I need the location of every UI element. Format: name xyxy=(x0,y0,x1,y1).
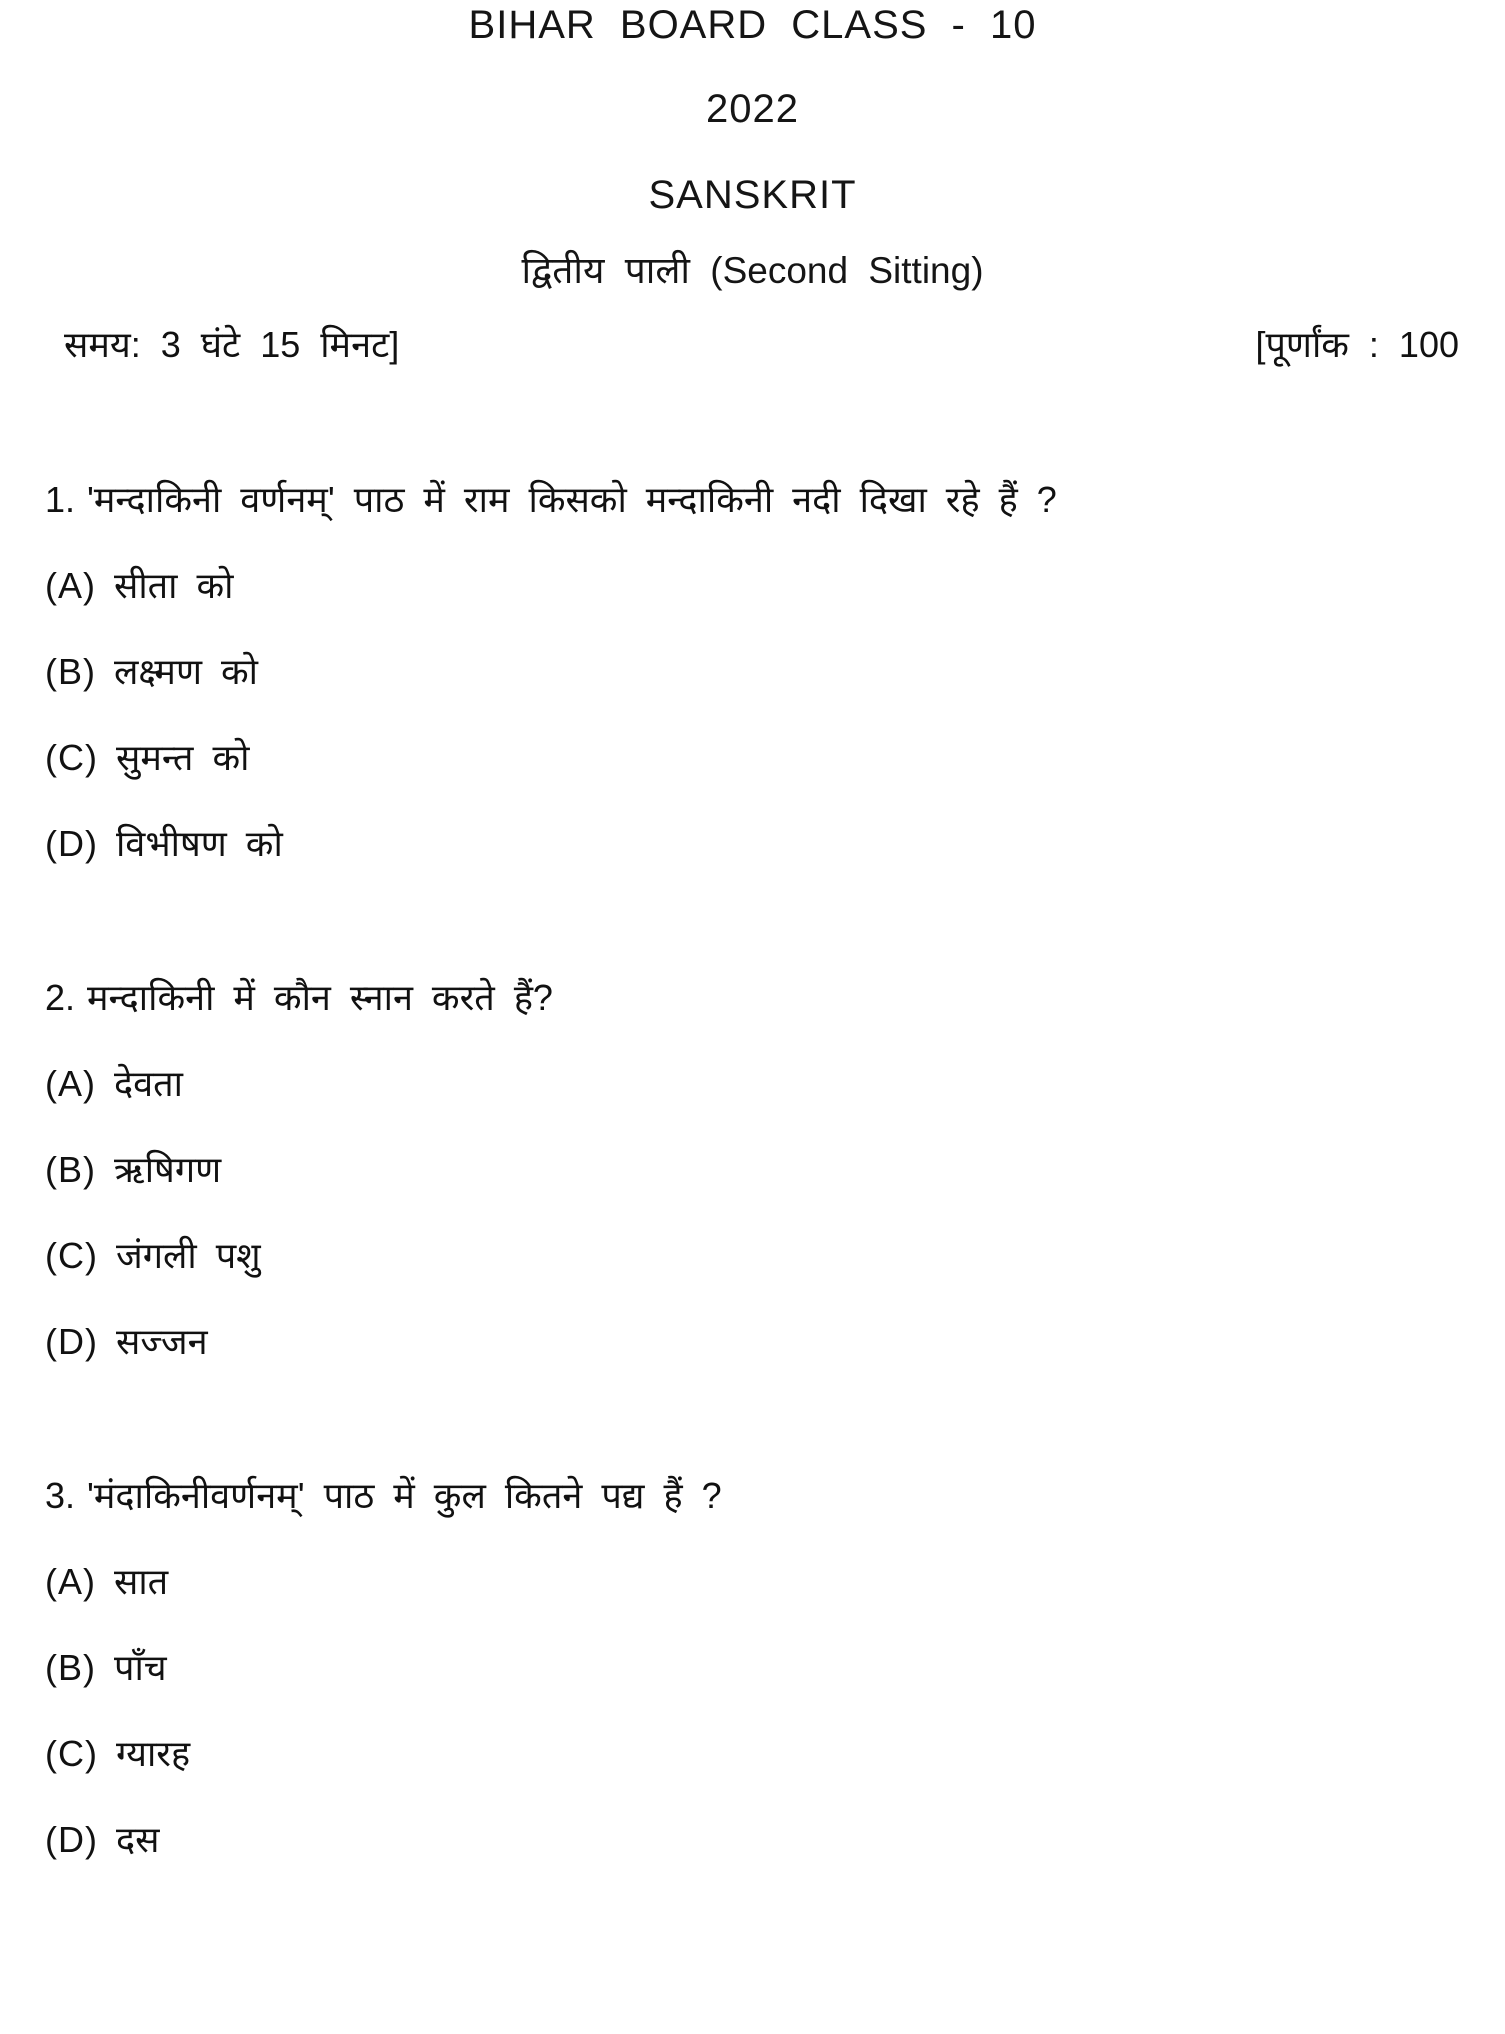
question-text: मन्दाकिनी में कौन स्नान करते हैं? xyxy=(87,977,553,1018)
option-text: ऋषिगण xyxy=(114,1149,222,1190)
question-number: 1. xyxy=(45,479,76,520)
question-block-1 xyxy=(45,475,1460,869)
option-label: (C) xyxy=(45,1235,98,1276)
option-text: पाँच xyxy=(114,1647,167,1688)
option-row xyxy=(45,561,1460,611)
option-label: (C) xyxy=(45,1733,98,1774)
meta-row xyxy=(0,319,1505,371)
question-line xyxy=(45,973,1460,1023)
option-row xyxy=(45,1059,1460,1109)
option-row xyxy=(45,1643,1460,1693)
option-text: जंगली पशु xyxy=(115,1235,261,1276)
option-label: (A) xyxy=(45,1561,96,1602)
option-text: सुमन्त को xyxy=(115,737,250,778)
question-line xyxy=(45,475,1460,525)
option-row xyxy=(45,1231,1460,1281)
option-label: (A) xyxy=(45,565,96,606)
option-row xyxy=(45,1729,1460,1779)
option-row xyxy=(45,733,1460,783)
full-marks: [पूर्णांक : 100 xyxy=(1255,324,1459,365)
option-text: देवता xyxy=(114,1063,183,1104)
option-text: लक्ष्मण को xyxy=(114,651,258,692)
exam-year: 2022 xyxy=(706,87,799,131)
question-number: 3. xyxy=(45,1475,76,1516)
option-label: (B) xyxy=(45,651,96,692)
option-row xyxy=(45,1557,1460,1607)
subject-title: SANSKRIT xyxy=(648,173,857,217)
option-label: (C) xyxy=(45,737,98,778)
question-text: 'मन्दाकिनी वर्णनम्' पाठ में राम किसको मन्दाकिनी नदी दिखा रहे हैं ? xyxy=(87,479,1057,520)
option-row xyxy=(45,819,1460,869)
question-block-2 xyxy=(45,973,1460,1367)
option-text: सात xyxy=(114,1561,169,1602)
option-label: (D) xyxy=(45,1819,98,1860)
board-title: BIHAR BOARD CLASS - 10 xyxy=(468,3,1037,47)
question-line xyxy=(45,1471,1460,1521)
option-row xyxy=(45,1145,1460,1195)
option-text: सीता को xyxy=(114,565,234,606)
question-number: 2. xyxy=(45,977,76,1018)
option-label: (D) xyxy=(45,1321,98,1362)
option-label: (A) xyxy=(45,1063,96,1104)
option-text: ग्यारह xyxy=(115,1733,191,1774)
option-text: सज्जन xyxy=(115,1321,208,1362)
paper-header xyxy=(0,3,1505,371)
option-row xyxy=(45,1317,1460,1367)
question-text: 'मंदाकिनीवर्णनम्' पाठ में कुल कितने पद्य हैं ? xyxy=(87,1475,722,1516)
time-allowed: समय: 3 घंटे 15 मिनट] xyxy=(64,324,400,365)
option-text: दस xyxy=(115,1819,160,1860)
option-label: (B) xyxy=(45,1647,96,1688)
option-label: (D) xyxy=(45,823,98,864)
option-text: विभीषण को xyxy=(115,823,283,864)
option-row xyxy=(45,1815,1460,1865)
option-label: (B) xyxy=(45,1149,96,1190)
questions-section xyxy=(0,475,1505,1865)
option-row xyxy=(45,647,1460,697)
sitting-line: द्वितीय पाली (Second Sitting) xyxy=(521,250,984,291)
question-block-3 xyxy=(45,1471,1460,1865)
